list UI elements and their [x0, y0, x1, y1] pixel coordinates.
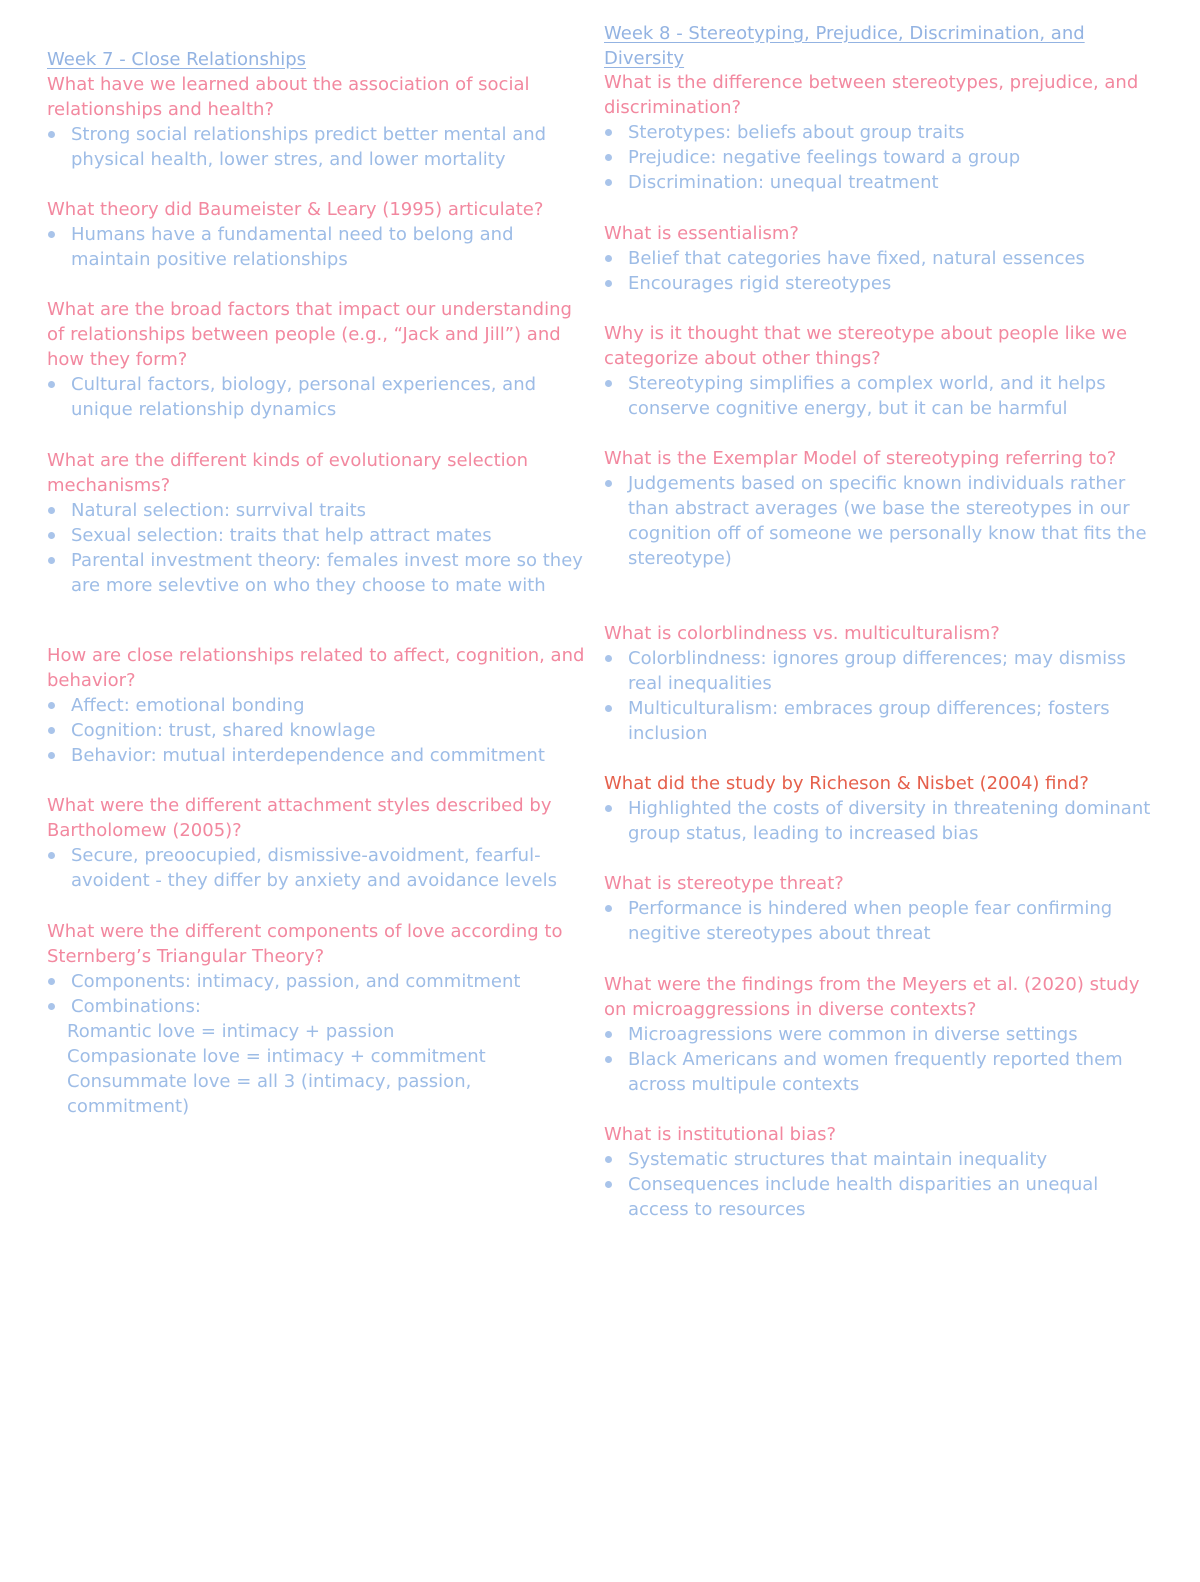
question-block	[604, 70, 1164, 195]
question: What is institutional bias?	[604, 1124, 837, 1145]
question: What have we learned about the association of social relationships and health?	[47, 74, 530, 120]
answer-item: Sterotypes: beliefs about group traits	[604, 120, 1164, 145]
bullet-dot-icon	[605, 480, 612, 487]
question: What is colorblindness vs. multiculturalism?	[604, 623, 1000, 644]
question-block	[604, 1122, 1164, 1222]
sub-answer-item: Compasionate love = intimacy + commitment	[67, 1046, 486, 1067]
question-block	[604, 621, 1164, 746]
bullet-dot-icon	[605, 179, 612, 186]
question: What are the different kinds of evolutionary selection mechanisms?	[47, 450, 529, 496]
question-block	[47, 793, 592, 893]
bullet-dot-icon	[48, 978, 55, 985]
question-block	[47, 643, 592, 768]
bullet-dot-icon	[48, 381, 55, 388]
bullet-dot-icon	[48, 231, 55, 238]
bullet-dot-icon	[48, 702, 55, 709]
answer-item: Consequences include health disparities an unequal access to resources	[604, 1172, 1164, 1222]
answer-item: Belief that categories have fixed, natural essences	[604, 246, 1164, 271]
bullet-dot-icon	[605, 805, 612, 812]
answer-item: Prejudice: negative feelings toward a group	[604, 145, 1164, 170]
bullet-dot-icon	[605, 1031, 612, 1038]
answer-item: Components: intimacy, passion, and commitment	[47, 969, 592, 994]
bullet-dot-icon	[605, 1056, 612, 1063]
question: What is stereotype threat?	[604, 873, 844, 894]
week-8-title: Week 8 - Stereotyping, Prejudice, Discrimination, and Diversity	[604, 23, 1085, 69]
answer-item: Cognition: trust, shared knowlage	[47, 718, 592, 743]
answer-item: Affect: emotional bonding	[47, 693, 592, 718]
bullet-dot-icon	[605, 154, 612, 161]
answer-item: Parental investment theory: females invest more so they are more selevtive on who they choose to mate with	[47, 548, 592, 598]
question-block	[604, 771, 1164, 846]
bullet-dot-icon	[48, 131, 55, 138]
week-7-title: Week 7 - Close Relationships	[47, 49, 307, 70]
bullet-dot-icon	[605, 1156, 612, 1163]
answer-item: Encourages rigid stereotypes	[604, 271, 1164, 296]
question-block	[604, 871, 1164, 946]
question: What did the study by Richeson & Nisbet (2004) find?	[604, 773, 1089, 794]
question-block	[604, 321, 1164, 421]
answer-item: Combinations:	[47, 994, 592, 1019]
question-block	[47, 197, 592, 272]
question: What theory did Baumeister & Leary (1995) articulate?	[47, 199, 544, 220]
question-block	[47, 448, 592, 598]
bullet-dot-icon	[605, 705, 612, 712]
answer-item: Microagressions were common in diverse settings	[604, 1022, 1164, 1047]
answer-item: Natural selection: surrvival traits	[47, 498, 592, 523]
question: What is the Exemplar Model of stereotyping referring to?	[604, 448, 1117, 469]
answer-item: Colorblindness: ignores group differences; may dismiss real inequalities	[604, 646, 1164, 696]
question: What were the different components of love according to Sternberg’s Triangular Theory?	[47, 921, 563, 967]
answer-item: Performance is hindered when people fear confirming negitive stereotypes about threat	[604, 896, 1164, 946]
question-block	[47, 297, 592, 422]
answer-item: Judgements based on specific known individuals rather than abstract averages (we base the stereotypes in our cognition off of someone we personally know that fits the stereotype)	[604, 471, 1164, 571]
bullet-dot-icon	[605, 280, 612, 287]
bullet-dot-icon	[48, 532, 55, 539]
answer-item: Sexual selection: traits that help attract mates	[47, 523, 592, 548]
answer-item: Multiculturalism: embraces group differences; fosters inclusion	[604, 696, 1164, 746]
sub-answer-list	[47, 1019, 592, 1119]
answer-item: Highlighted the costs of diversity in threatening dominant group status, leading to increased bias	[604, 796, 1164, 846]
bullet-dot-icon	[48, 752, 55, 759]
bullet-dot-icon	[48, 727, 55, 734]
answer-item: Stereotyping simplifies a complex world, and it helps conserve cognitive energy, but it can be harmful	[604, 371, 1164, 421]
answer-item: Cultural factors, biology, personal experiences, and unique relationship dynamics	[47, 372, 592, 422]
bullet-dot-icon	[605, 129, 612, 136]
answer-item: Secure, preoocupied, dismissive-avoidment, fearful-avoident - they differ by anxiety and avoidance levels	[47, 843, 592, 893]
bullet-dot-icon	[605, 655, 612, 662]
question: What were the findings from the Meyers et al. (2020) study on microaggressions in diverse contexts?	[604, 974, 1140, 1020]
question: What is essentialism?	[604, 223, 799, 244]
sub-answer-item: Romantic love = intimacy + passion	[67, 1021, 395, 1042]
question-block	[604, 446, 1164, 571]
bullet-dot-icon	[48, 507, 55, 514]
bullet-dot-icon	[48, 1003, 55, 1010]
question-block	[47, 919, 592, 1119]
bullet-dot-icon	[48, 852, 55, 859]
bullet-dot-icon	[605, 255, 612, 262]
answer-item: Behavior: mutual interdependence and commitment	[47, 743, 592, 768]
question: What were the different attachment styles described by Bartholomew (2005)?	[47, 795, 552, 841]
answer-item: Black Americans and women frequently reported them across multipule contexts	[604, 1047, 1164, 1097]
answer-item: Humans have a fundamental need to belong and maintain positive relationships	[47, 222, 592, 272]
bullet-dot-icon	[605, 1181, 612, 1188]
question: Why is it thought that we stereotype about people like we categorize about other things?	[604, 323, 1128, 369]
bullet-dot-icon	[48, 557, 55, 564]
bullet-dot-icon	[605, 380, 612, 387]
question: What are the broad factors that impact our understanding of relationships between people (e.g., “Jack and Jill”) and how they form?	[47, 299, 572, 370]
sub-answer-item: Consummate love = all 3 (intimacy, passion, commitment)	[67, 1071, 472, 1117]
question: What is the difference between stereotypes, prejudice, and discrimination?	[604, 72, 1139, 118]
question-block	[604, 972, 1164, 1097]
question-block	[604, 221, 1164, 296]
question: How are close relationships related to affect, cognition, and behavior?	[47, 645, 585, 691]
answer-item: Strong social relationships predict better mental and physical health, lower stres, and lower mortality	[47, 122, 592, 172]
question-block	[47, 72, 592, 172]
answer-item: Discrimination: unequal treatment	[604, 170, 1164, 195]
answer-item: Systematic structures that maintain inequality	[604, 1147, 1164, 1172]
bullet-dot-icon	[605, 905, 612, 912]
